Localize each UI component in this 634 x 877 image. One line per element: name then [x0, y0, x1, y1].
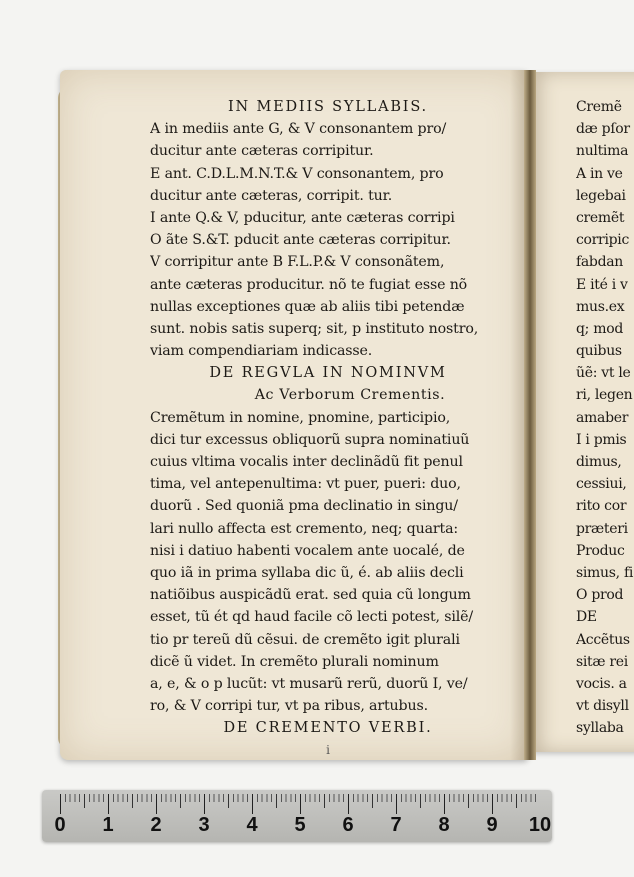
text-line: sunt. nobis satis superq; sit, p instituto nostro,: [150, 320, 479, 337]
text-line: cessiui,: [576, 476, 627, 493]
text-line: V corripitur ante B F.L.P.& V consonãtem,: [150, 254, 445, 271]
text-line: ũẽ: vt le: [576, 365, 631, 382]
text-line: dici tur excessus obliquorũ supra nominatiuũ: [150, 431, 470, 448]
ruler-label: 10: [528, 814, 552, 836]
text-line: sitæ rei: [576, 653, 628, 670]
text-line: vt disyll: [576, 698, 629, 715]
text-line: viam compendiariam indicasse.: [150, 343, 373, 360]
text-line: dicẽ ũ videt. In cremẽto plurali nominum: [150, 653, 439, 670]
ruler-label: 1: [102, 814, 114, 836]
ruler-label: 9: [486, 814, 498, 836]
text-line: corripic: [576, 232, 630, 249]
text-line: duorũ . Sed quoniã pma declinatio in singu/: [150, 498, 458, 515]
ruler-label: 3: [198, 814, 210, 836]
section-heading: IN MEDIIS SYLLABIS.: [228, 99, 428, 115]
text-line: esset, tũ ét qd haud facile cõ lecti potest, silẽ/: [150, 609, 474, 626]
text-line: fabdan: [576, 254, 624, 271]
text-line: O ãte S.&T. pducit ante cæteras corripitur.: [150, 232, 451, 249]
text-line: Produc: [576, 542, 625, 559]
ruler-label: 6: [342, 814, 354, 836]
ruler-label: 0: [54, 814, 66, 836]
text-line: præteri: [576, 520, 628, 537]
text-line: tima, vel antepenultima: vt puer, pueri: duo,: [150, 476, 461, 493]
text-line: E ité i v: [576, 276, 628, 293]
text-line: ante cæteras producitur. nõ te fugiat esse nõ: [150, 276, 468, 293]
text-line: nisi i datiuo habenti vocalem ante uocalé, de: [150, 542, 465, 559]
text-line: E ant. C.D.L.M.N.T.& V consonantem, pro: [150, 165, 444, 182]
text-line: O prod: [576, 587, 624, 604]
text-line: I i pmis: [576, 431, 627, 448]
text-line: q; mod: [576, 320, 623, 337]
scale-ruler: [42, 790, 552, 842]
text-line: natiõibus auspicãdũ erat. sed quia cũ longum: [150, 587, 471, 604]
text-line: ri, legen: [576, 387, 633, 404]
text-line: legebai: [576, 187, 626, 204]
text-line: tio pr tereũ dũ cẽsui. de cremẽto igit plurali: [150, 631, 460, 648]
text-line: syllaba: [576, 720, 624, 737]
text-line: Ac Verborum Crementis.: [254, 387, 446, 404]
ruler-label: 5: [294, 814, 306, 836]
text-line: quibus: [576, 343, 622, 360]
text-line: Cremẽtum in nomine, pnomine, participio,: [150, 409, 451, 426]
right-page-text: [576, 96, 634, 739]
text-line: ducitur ante cæteras, corripit. tur.: [150, 187, 393, 204]
text-line: lari nullo affecta est cremento, neq; quarta:: [150, 520, 459, 537]
text-line: Cremẽ: [576, 99, 622, 115]
text-line: quo iã in prima syllaba dic ũ, é. ab aliis decli: [150, 564, 464, 581]
ruler-label: 4: [246, 814, 258, 836]
ruler-ticks: [60, 794, 540, 814]
text-line: dimus,: [576, 454, 622, 470]
text-line: ro, & V corripi tur, vt pa ribus, artubus.: [150, 698, 428, 715]
ruler-label: 7: [390, 814, 402, 836]
signature-mark: i: [326, 743, 330, 758]
text-line: simus, fi: [576, 564, 633, 581]
text-line: amaber: [576, 409, 629, 426]
left-page-text: [150, 96, 506, 762]
text-line: dæ pſor: [576, 121, 630, 138]
section-heading: DE CREMENTO VERBI.: [223, 720, 433, 737]
text-line: mus.ex: [576, 298, 625, 315]
text-line: nultima: [576, 143, 629, 160]
text-line: cuius vltima vocalis inter declinãdũ fit penul: [150, 454, 463, 470]
text-line: cremẽt: [576, 209, 625, 226]
text-line: rito cor: [576, 498, 627, 515]
text-line: nullas exceptiones quæ ab aliis tibi petendæ: [150, 298, 465, 315]
text-line: vocis. a: [576, 675, 627, 692]
text-line: a, e, & o p lucũt: vt musarũ rerũ, duorũ I, ve/: [150, 675, 468, 692]
text-line: I ante Q.& V, pducitur, ante cæteras corripi: [150, 209, 455, 226]
text-line: ducitur ante cæteras corripitur.: [150, 143, 374, 160]
ruler-label: 8: [438, 814, 450, 836]
text-line: Accẽtus: [576, 631, 630, 648]
ruler-label: 2: [150, 814, 162, 836]
text-line: DE: [576, 609, 597, 626]
ruler-labels: [42, 814, 552, 838]
section-heading: DE REGVLA IN NOMINVM: [209, 365, 447, 382]
text-line: A in ve: [576, 165, 623, 182]
book-gutter: [524, 70, 536, 760]
text-line: A in mediis ante G, & V consonantem pro/: [150, 121, 447, 138]
